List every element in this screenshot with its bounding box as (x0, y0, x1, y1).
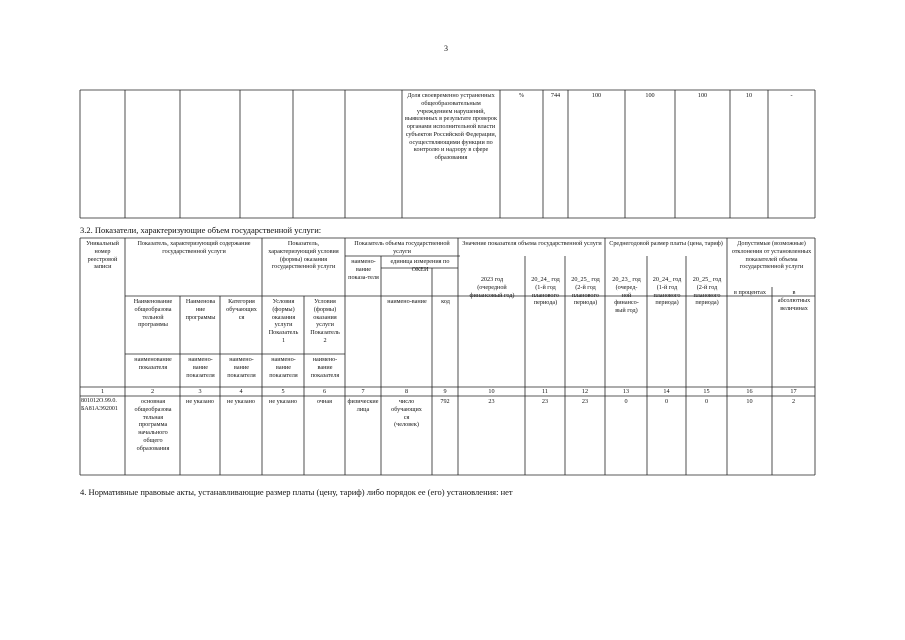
header-fee-2025: 20_25_ год (2-й год планового периода) (692, 276, 722, 307)
header-year-2024: 20_24_ год (1-й год планового периода) (531, 276, 560, 307)
top-value-3: 100 (697, 92, 708, 99)
column-number: 10 (488, 388, 495, 395)
top-value-2: 100 (645, 92, 655, 99)
indicator-timely-elimination: Доля своевременно устраненных общеобразовательным учреждением нарушений, выявленных в результате проверок органами исполнительной власти субъектов Российской Федерации, осуществляющими функции по контролю и надзору в сфере образования (405, 92, 497, 161)
column-number: 6 (322, 388, 327, 395)
data-value-2023: 23 (488, 398, 495, 405)
header-fee-2023: 20_23_ год (очеред- ной финансо- вый год) (612, 276, 641, 314)
header-volume-name: наимено-вание показа-теля (348, 258, 379, 281)
data-indicator-name: число обучающих ся (человек) (391, 398, 422, 429)
column-number: 8 (404, 388, 409, 395)
header-program-name: Наименование общеобразова тельной программы (133, 298, 173, 329)
column-number: 16 (746, 388, 753, 395)
subheader-indicator-name-1: наименование показателя (134, 356, 172, 371)
top-value-5: - (790, 92, 793, 99)
data-fee-2023: 0 (624, 398, 628, 405)
column-number: 4 (239, 388, 243, 395)
header-deviation-percent: в процентах (734, 289, 766, 296)
top-okei: 744 (550, 92, 561, 99)
data-c3: не указано (186, 398, 214, 405)
column-number: 17 (790, 388, 797, 395)
subheader-indicator-name-2: наимено- вание показателя (186, 356, 215, 379)
column-number: 2 (150, 388, 155, 395)
column-number: 9 (443, 388, 447, 395)
column-number: 12 (581, 388, 589, 395)
header-condition-2: Условия (формы) оказания услуги Показатель 2 (310, 298, 340, 344)
data-c4: не указано (227, 398, 255, 405)
header-condition-1: Условия (формы) оказания услуги Показатель 1 (268, 298, 299, 344)
header-year-2025: 20_25_ год (2-й год планового периода) (571, 276, 600, 307)
data-fee-2024: 0 (664, 398, 669, 405)
header-volume-unit: единица измерения по ОКЕИ (390, 258, 450, 273)
subheader-indicator-name-4: наимено- вание показателя (269, 356, 298, 379)
data-consumers: физические лица (347, 398, 379, 413)
header-student-category: Категория обучающих ся (226, 298, 257, 321)
page-number: 3 (444, 44, 448, 53)
data-form: очная (317, 398, 332, 405)
column-number: 11 (542, 388, 548, 395)
data-c5: не указано (269, 398, 297, 405)
header-unit-name: наимено-вание (387, 298, 427, 305)
subheader-indicator-name-5: наимено- вание показателя (310, 356, 340, 379)
column-number: 5 (281, 388, 285, 395)
data-okei-code: 792 (440, 398, 450, 405)
data-value-2024: 23 (541, 398, 549, 405)
header-content: Показатель, характеризующий содержание государственной услуги (137, 240, 251, 255)
column-number: 15 (703, 388, 710, 395)
column-number: 14 (663, 388, 670, 395)
data-deviation-absolute: 2 (791, 398, 796, 405)
data-deviation-percent: 10 (746, 398, 753, 405)
header-conditions: Показатель, характеризующий условия (формы) оказания государственной услуги (268, 240, 339, 271)
header-fee: Среднегодовой размер платы (цена, тариф) (609, 240, 723, 247)
header-unit-code: код (441, 298, 450, 305)
header-year-2023: 2023 год (очередной финансовый год) (469, 276, 515, 299)
column-number: 3 (198, 388, 202, 395)
header-registry: Уникальный номер реестровой записи (86, 240, 119, 271)
data-program-name: основная общеобразова тельная программа начального общего образования (134, 398, 172, 452)
top-value-1: 100 (591, 92, 602, 99)
top-unit: % (518, 92, 525, 99)
section-title: 3.2. Показатели, характеризующие объем государственной услуги: (80, 225, 322, 235)
header-fee-2024: 20_24_ год (1-й год планового периода) (652, 276, 682, 307)
data-value-2025: 23 (581, 398, 589, 405)
column-number: 7 (361, 388, 365, 395)
header-program: Наименова ние программы (185, 298, 216, 321)
header-volume: Показатель объема государственной услуги (354, 240, 450, 255)
header-value: Значение показателя объема государственной услуги (462, 240, 602, 247)
top-value-4: 10 (745, 92, 753, 99)
column-number: 13 (622, 388, 630, 395)
header-deviation-absolute: в абсолютных величинах (777, 289, 811, 312)
data-fee-2025: 0 (704, 398, 709, 405)
footer-note: 4. Нормативные правовые акты, устанавливающие размер платы (цену, тариф) либо порядок ее (его) установления: нет (80, 487, 513, 497)
header-deviation: Допустимые (возможные) отклонения от установленных показателей объема государственной услуги (731, 240, 812, 271)
subheader-indicator-name-3: наимено- вание показателя (227, 356, 256, 379)
data-registry-number: 801012О.99.0. БА81АЭ92001 (81, 398, 118, 412)
column-number: 1 (100, 388, 105, 395)
